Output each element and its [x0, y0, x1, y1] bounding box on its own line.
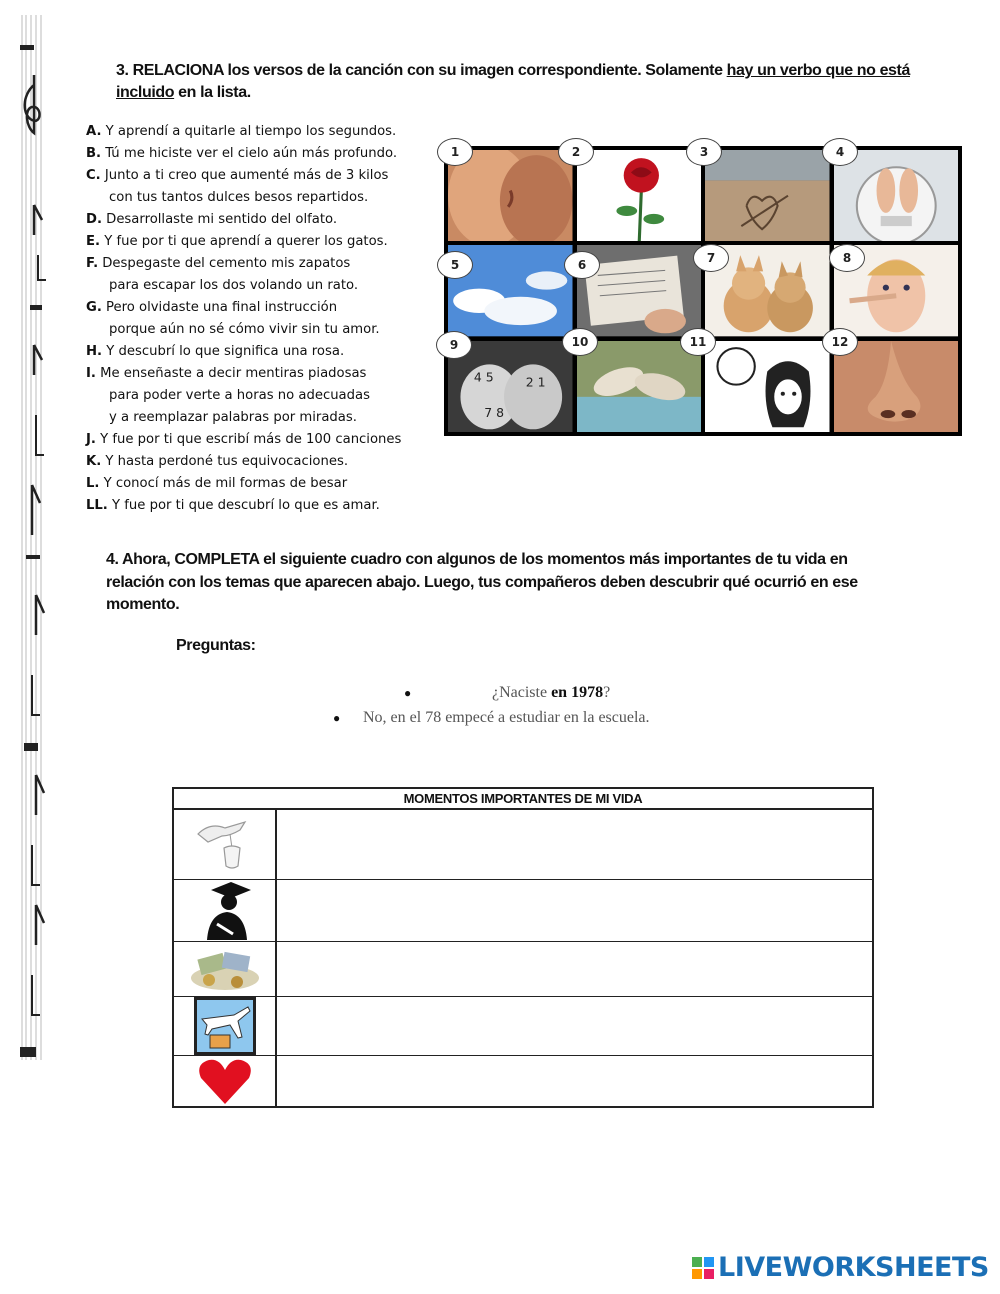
exercise-4-title: 4. Ahora, COMPLETA el siguiente cuadro con algunos de los momentos más importantes de tu vida en relación con los temas que aparecen abajo. Luego, tus compañeros deben descubrir qué ocurrió en ese momento.: [106, 551, 858, 613]
verse-text: Y conocí más de mil formas de besar: [99, 476, 348, 491]
music-staff-decoration: [20, 15, 46, 1060]
verse-text: Despegaste del cemento mis zapatos: [98, 256, 351, 271]
verse-continuation: para escapar los dos volando un rato.: [109, 278, 359, 293]
verse-letter: A.: [86, 124, 102, 139]
verse-letter: G.: [86, 300, 102, 315]
image-number-badge: 2: [558, 138, 594, 166]
verse-text: Y aprendí a quitarle al tiempo los segundos.: [101, 124, 397, 139]
image-number-badge: 5: [437, 251, 473, 279]
example-answer: ● No, en el 78 empecé a estudiar en la escuela.: [333, 709, 650, 726]
verse-item: [86, 363, 436, 429]
verse-letter: F.: [86, 256, 99, 271]
verse-text: Y fue por ti que escribí más de 100 canciones: [95, 432, 402, 447]
verse-text: Tú me hiciste ver el cielo aún más profundo.: [101, 146, 398, 161]
verse-item: [86, 297, 436, 341]
image-beach-heart: [705, 150, 830, 241]
verse-text: Y descubrí lo que significa una rosa.: [102, 344, 345, 359]
image-number-badge: 6: [564, 251, 600, 279]
image-number-badge: 4: [822, 138, 858, 166]
answer-cell[interactable]: [276, 996, 873, 1055]
verse-continuation: con tus tantos dulces besos repartidos.: [109, 190, 369, 205]
verse-item: [86, 473, 436, 495]
image-nose: [834, 341, 959, 432]
verse-item: [86, 165, 436, 209]
stork-baby-icon: [190, 814, 260, 874]
moments-table: [172, 787, 874, 1108]
image-number-badge: 8: [829, 244, 865, 272]
verse-text: Me enseñaste a decir mentiras piadosas: [95, 366, 367, 381]
verse-item: [86, 209, 436, 231]
verse-letter: E.: [86, 234, 101, 249]
logo-text: LIVEWORKSHEETS: [718, 1252, 989, 1283]
verse-letter: K.: [86, 454, 102, 469]
verse-letter: LL.: [86, 498, 108, 513]
liveworksheets-logo: [692, 1252, 989, 1283]
image-girl-thinking: [705, 341, 830, 432]
image-shoes: [577, 341, 702, 432]
image-number-badge: 7: [693, 244, 729, 272]
row-icon-cell: [173, 1055, 276, 1107]
verse-text: Junto a ti creo que aumenté más de 3 kilos: [100, 168, 389, 183]
verse-letter: D.: [86, 212, 102, 227]
verse-item: [86, 451, 436, 473]
answer-cell[interactable]: [276, 1055, 873, 1107]
verse-letter: C.: [86, 168, 101, 183]
verse-text: Pero olvidaste una final instrucción: [101, 300, 338, 315]
answer-cell[interactable]: [276, 879, 873, 941]
verse-text: Y hasta perdoné tus equivocaciones.: [101, 454, 349, 469]
exercise-3-title: 3. RELACIONA los versos de la canción con su imagen correspondiente. Solamente hay un verbo que no está incluido en la lista.: [116, 62, 910, 101]
image-kiss: [448, 150, 573, 241]
verse-text: Y fue por ti que aprendí a querer los gatos.: [100, 234, 388, 249]
image-scale-feet: [834, 150, 959, 241]
verse-letter: H.: [86, 344, 103, 359]
verse-item: [86, 253, 436, 297]
image-number-badge: 3: [686, 138, 722, 166]
example-question: ● ¿Naciste en 1978?: [404, 684, 611, 701]
verse-continuation: para poder verte a horas no adecuadas: [109, 388, 370, 403]
verse-continuation: y a reemplazar palabras por miradas.: [109, 410, 357, 425]
verse-item: [86, 143, 436, 165]
row-icon-cell: [173, 809, 276, 879]
verse-item: [86, 429, 436, 451]
svg-text:4 5: 4 5: [473, 370, 494, 385]
verse-text: Y fue por ti que descubrí lo que es amar.: [107, 498, 380, 513]
svg-text:7 8: 7 8: [484, 405, 505, 420]
image-number-badge: 12: [822, 328, 858, 356]
verse-item: [86, 121, 436, 143]
verse-item: [86, 341, 436, 363]
heart-icon: [197, 1056, 253, 1106]
moments-table-header: MOMENTOS IMPORTANTES DE MI VIDA: [173, 788, 873, 809]
graduate-icon: [197, 880, 253, 940]
verse-continuation: porque aún no sé cómo vivir sin tu amor.: [109, 322, 380, 337]
verse-letter: J.: [86, 432, 96, 447]
money-icon: [187, 944, 263, 994]
answer-cell[interactable]: [276, 941, 873, 996]
travel-plane-icon: [194, 997, 256, 1055]
image-rose: [577, 150, 702, 241]
image-number-badge: 9: [436, 331, 472, 359]
image-number-badge: 1: [437, 138, 473, 166]
verse-letter: L.: [86, 476, 100, 491]
image-number-badge: 11: [680, 328, 716, 356]
verse-letter: I.: [86, 366, 96, 381]
verse-item: [86, 495, 436, 517]
row-icon-cell: [173, 879, 276, 941]
verse-letter: B.: [86, 146, 102, 161]
image-grid: [444, 146, 962, 436]
logo-blocks-icon: [692, 1257, 714, 1279]
verse-item: [86, 231, 436, 253]
image-number-badge: 10: [562, 328, 598, 356]
answer-cell[interactable]: [276, 809, 873, 879]
preguntas-label: Preguntas:: [176, 637, 256, 654]
svg-text:2 1: 2 1: [525, 375, 546, 390]
verses-list: [86, 121, 436, 517]
row-icon-cell: [173, 996, 276, 1055]
row-icon-cell: [173, 941, 276, 996]
verse-text: Desarrollaste mi sentido del olfato.: [101, 212, 338, 227]
